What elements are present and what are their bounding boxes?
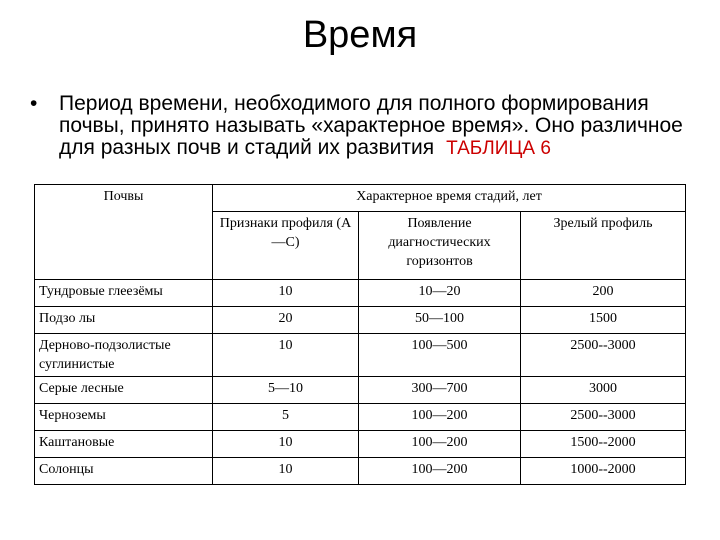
row-soil-name: Серые лесные [35,377,213,404]
row-value: 1500 [521,307,686,334]
table-row [35,334,686,377]
table-label: ТАБЛИЦА 6 [446,138,551,159]
table-row [35,431,686,458]
row-value: 2500--3000 [521,404,686,431]
bullet-text-container [59,93,699,160]
table-row [35,458,686,485]
bullet-text: Период времени, необходимого для полного формирования почвы, принято называть «характерное время». Оно различное для разных почв и стадий их развития [59,92,683,159]
row-soil-name: Тундровые глеезёмы [35,280,213,307]
row-value: 300—700 [359,377,521,404]
row-value: 100—200 [359,458,521,485]
subheader-mature-profile: Зрелый профиль [521,212,686,280]
row-soil-name: Дерново-подзолистые суглинистые [35,334,213,377]
subheader-profile-signs: Признаки профиля (А—С) [213,212,359,280]
row-value: 3000 [521,377,686,404]
row-value: 2500--3000 [521,334,686,377]
row-value: 10 [213,280,359,307]
row-soil-name: Черноземы [35,404,213,431]
table-row [35,307,686,334]
bullet-marker: • [30,92,38,115]
row-value: 10 [213,431,359,458]
header-characteristic-time: Характерное время стадий, лет [213,185,686,212]
row-soil-name: Каштановые [35,431,213,458]
row-value: 100—200 [359,431,521,458]
row-value: 1500--2000 [521,431,686,458]
row-value: 200 [521,280,686,307]
row-soil-name: Солонцы [35,458,213,485]
row-value: 10 [213,458,359,485]
row-value: 5—10 [213,377,359,404]
row-value: 10—20 [359,280,521,307]
row-value: 1000--2000 [521,458,686,485]
header-soils: Почвы [35,185,213,280]
row-value: 5 [213,404,359,431]
row-value: 100—500 [359,334,521,377]
row-soil-name: Подзо лы [35,307,213,334]
table-row [35,404,686,431]
row-value: 20 [213,307,359,334]
table-row [35,280,686,307]
soil-time-table [34,184,686,485]
row-value: 10 [213,334,359,377]
table-header-row [35,185,686,212]
subheader-diagnostic-horizons: Появление диагностических горизонтов [359,212,521,280]
table-row [35,377,686,404]
row-value: 100—200 [359,404,521,431]
row-value: 50—100 [359,307,521,334]
slide-title: Время [302,14,418,56]
